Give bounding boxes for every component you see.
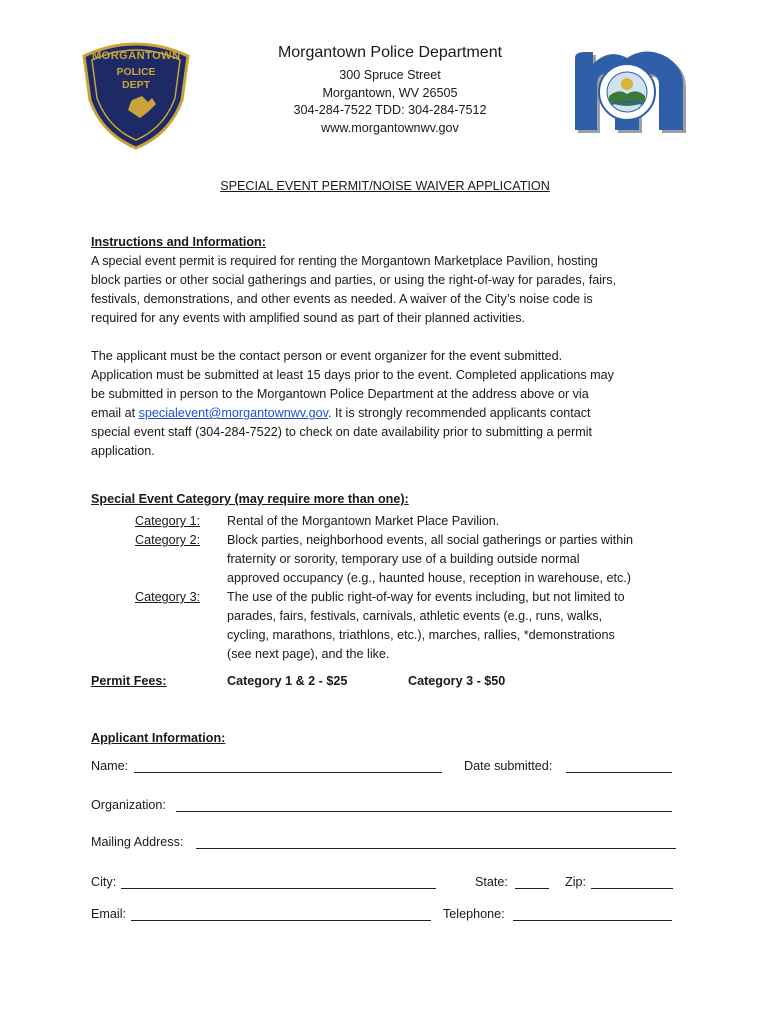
description-line: Rental of the Morgantown Market Place Pavilion. — [227, 514, 500, 528]
category-heading: Special Event Category (may require more than one): — [91, 492, 409, 506]
paragraph-line-email — [91, 404, 614, 423]
city-field[interactable] — [121, 888, 436, 889]
page-title: Morgantown Police Department — [277, 44, 503, 61]
mailing-address-label: Mailing Address: — [91, 835, 184, 849]
form-title: SPECIAL EVENT PERMIT/NOISE WAIVER APPLICATION — [220, 179, 550, 193]
email-suffix: . It is strongly recommended applicants contact — [328, 406, 591, 420]
paragraph-line: The applicant must be the contact person or event organizer for the event submitted. — [91, 349, 563, 363]
telephone-label: Telephone: — [443, 907, 505, 921]
paragraph-line: required for any events with amplified sound as part of their planned activities. — [91, 311, 526, 325]
description-line: (see next page), and the like. — [227, 647, 390, 661]
permit-fees-label: Permit Fees: — [91, 674, 167, 688]
fee-category-1-2: Category 1 & 2 - $25 — [227, 674, 348, 688]
phone-numbers: 304-284-7522 TDD: 304-284-7512 — [293, 103, 487, 117]
name-label: Name: — [91, 759, 129, 773]
category-3-description — [227, 588, 625, 664]
description-line: The use of the public right-of-way for events including, but not limited to — [227, 590, 625, 604]
mailing-address-field[interactable] — [196, 848, 676, 849]
paragraph-line: A special event permit is required for renting the Morgantown Marketplace Pavilion, hosting — [91, 254, 598, 268]
instructions-paragraph-1 — [91, 252, 616, 328]
description-line: cycling, marathons, triathlons, etc.), marches, rallies, *demonstrations — [227, 628, 615, 642]
letterhead — [245, 44, 535, 137]
badge-text-police: POLICE — [116, 66, 156, 78]
street-address: 300 Spruce Street — [339, 68, 441, 82]
description-line: Block parties, neighborhood events, all social gatherings or parties within — [227, 533, 634, 547]
website: www.morgantownwv.gov — [321, 120, 459, 135]
paragraph-line: application. — [91, 444, 155, 458]
category-2-description — [227, 531, 633, 588]
category-2-label: Category 2: — [135, 533, 201, 547]
description-line: fraternity or sorority, temporary use of a building outside normal — [227, 552, 580, 566]
description-line: approved occupancy (e.g., haunted house, reception in warehouse, etc.) — [227, 571, 631, 585]
organization-field[interactable] — [176, 811, 672, 812]
paragraph-line: be submitted in person to the Morgantown Police Department at the address above or via — [91, 387, 589, 401]
organization-label: Organization: — [91, 798, 166, 812]
badge-text-dept: DEPT — [121, 79, 150, 91]
name-field[interactable] — [134, 772, 442, 773]
paragraph-line: Application must be submitted at least 15 days prior to the event. Completed applications may — [91, 368, 614, 382]
zip-label: Zip: — [565, 875, 586, 889]
state-label: State: — [475, 875, 508, 889]
category-3-label: Category 3: — [135, 590, 201, 604]
applicant-heading: Applicant Information: — [91, 731, 226, 745]
email-prefix: email at — [91, 406, 139, 420]
paragraph-line: special event staff (304-284-7522) to check on date availability prior to submitting a permit — [91, 425, 592, 439]
email-label: Email: — [91, 907, 126, 921]
category-1-label: Category 1: — [135, 514, 201, 528]
date-submitted-field[interactable] — [566, 772, 672, 773]
instructions-heading: Instructions and Information: — [91, 235, 266, 249]
state-field[interactable] — [515, 888, 549, 889]
city-label: City: — [91, 875, 117, 889]
special-event-email-link[interactable]: specialevent@morgantownwv.gov — [138, 406, 329, 420]
paragraph-line: festivals, demonstrations, and other events as needed. A waiver of the City’s noise code is — [91, 292, 593, 306]
city-state-zip: Morgantown, WV 26505 — [322, 85, 458, 100]
city-seal-logo — [565, 44, 690, 136]
zip-field[interactable] — [591, 888, 673, 889]
paragraph-line: block parties or other social gatherings and parties, or using the right-of-way for parades, fairs, — [91, 273, 617, 287]
badge-text-top: MORGANTOWN — [92, 50, 181, 62]
description-line: parades, fairs, festivals, carnivals, athletic events (e.g., runs, walks, — [227, 609, 603, 623]
instructions-paragraph-2 — [91, 347, 614, 461]
telephone-field[interactable] — [513, 920, 672, 921]
police-badge-logo — [78, 38, 194, 150]
email-field[interactable] — [131, 920, 431, 921]
fee-category-3: Category 3 - $50 — [408, 674, 506, 688]
date-submitted-label: Date submitted: — [464, 759, 553, 773]
category-1-description — [227, 512, 499, 531]
